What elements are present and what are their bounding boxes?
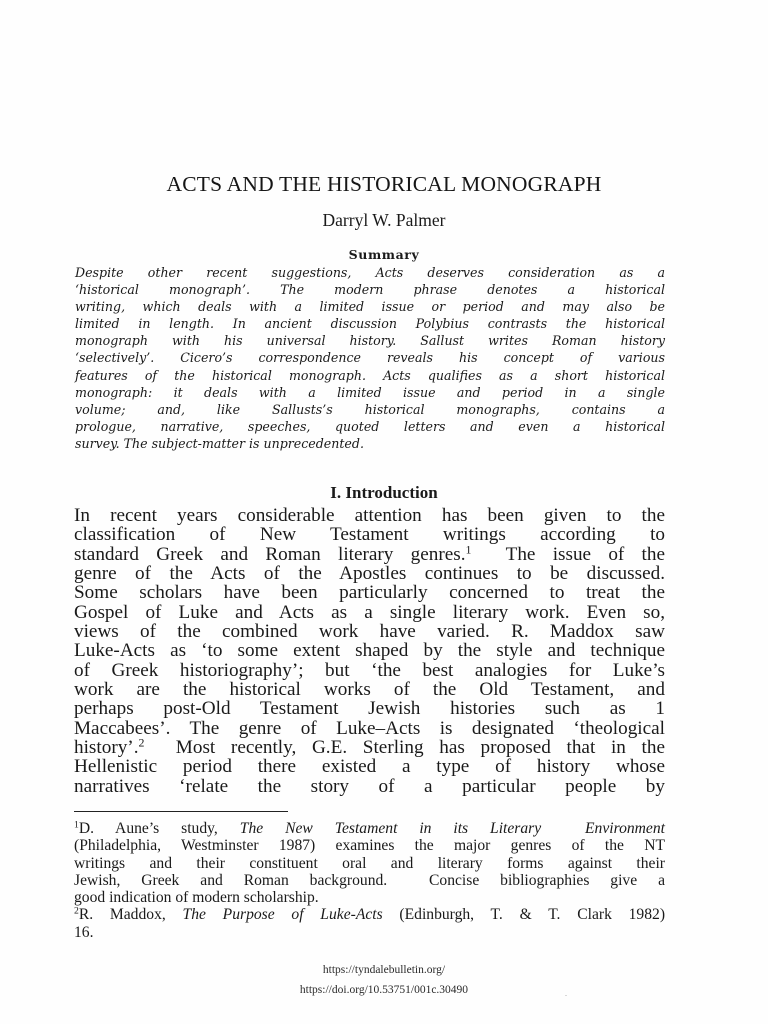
summary-line: survey. The subject-matter is unprecedented.	[75, 435, 364, 451]
footnote-line: (Philadelphia, Westminster 1987) examines the major genres of the NT	[74, 837, 665, 855]
summary-line: volume; and, like Sallusts’s historical monographs, contains a	[75, 401, 665, 417]
body-line	[74, 542, 665, 565]
journal-url-link[interactable]: https://tyndalebulletin.org/	[322, 964, 446, 976]
summary-line: prologue, narrative, speeches, quoted letters and even a historical	[75, 418, 665, 434]
summary-line: ‘historical monograph’. The modern phrase denotes a historical	[75, 282, 665, 298]
footnotes	[74, 820, 665, 941]
body-text-fragment: Most recently, G.E. Sterling has proposed that in the	[144, 737, 665, 759]
scan-speck	[565, 995, 567, 996]
summary-line: features of the historical monograph. Acts qualifies as a short historical	[75, 367, 665, 383]
section-heading-introduction: I. Introduction	[330, 483, 438, 502]
footnote-book-title: The New Testament in its Literary Environment	[239, 820, 665, 837]
doi-url-link[interactable]: https://doi.org/10.53751/001c.30490	[299, 984, 469, 996]
summary-line: Despite other recent suggestions, Acts deserves consideration as a	[75, 265, 665, 280]
body-line: views of the combined work have varied. R. Maddox saw	[74, 621, 665, 643]
body-line: perhaps post-Old Testament Jewish histories such as 1	[74, 698, 665, 720]
body-text-fragment: The issue of the	[471, 543, 665, 565]
body-line: Gospel of Luke and Acts as a single literary work. Even so,	[74, 601, 665, 623]
body-line: genre of the Acts of the Apostles continues to be discussed.	[74, 563, 665, 585]
footnote-line: Jewish, Greek and Roman background. Concise bibliographies give a	[74, 871, 665, 889]
summary-line: ‘selectively’. Cicero’s correspondence reveals his concept of various	[75, 350, 665, 366]
body-line: Some scholars have been particularly concerned to treat the	[74, 582, 665, 604]
footnote-text: R. Maddox,	[78, 906, 183, 924]
footnote-reference-2[interactable]: 2	[138, 735, 145, 750]
footnote-line: writings and their constituent oral and literary forms against their	[74, 854, 665, 872]
body-line: narratives ‘relate the story of a particular people by	[74, 775, 665, 797]
footnote-reference-1[interactable]: 1	[465, 542, 472, 557]
footnote-book-title: The Purpose of Luke-Acts	[182, 906, 383, 924]
body-line: Luke-Acts as ‘to some extent shaped by the style and technique	[74, 640, 665, 662]
summary-abstract	[75, 264, 665, 452]
footnote-text: (Edinburgh, T. & T. Clark 1982)	[382, 906, 666, 924]
body-line: of Greek historiography’; but ‘the best analogies for Luke’s	[74, 659, 665, 681]
summary-line: writing, which deals with a limited issue or period and may also be	[75, 299, 665, 315]
body-line: Hellenistic period there existed a type of history whose	[74, 756, 665, 778]
footnote-text: D. Aune’s study,	[78, 820, 240, 837]
footnote-1	[74, 820, 665, 837]
body-line: In recent years considerable attention has been given to the	[74, 505, 665, 526]
footnote-2	[74, 906, 665, 923]
footnote-line: good indication of modern scholarship.	[74, 889, 319, 907]
body-line: classification of New Testament writings according to	[74, 524, 665, 546]
summary-line: monograph with his universal history. Sallust writes Roman history	[75, 333, 665, 349]
article-author: Darryl W. Palmer	[322, 210, 446, 230]
body-line: work are the historical works of the Old Testament, and	[74, 679, 665, 701]
summary-heading: Summary	[348, 247, 420, 262]
footnote-marker: 1	[74, 819, 79, 831]
summary-line: monograph: it deals with a limited issue and period in a single	[75, 384, 665, 400]
footnote-marker: 2	[74, 906, 79, 918]
footnote-line: 16.	[74, 923, 94, 941]
body-line: Maccabees’. The genre of Luke–Acts is designated ‘theological	[74, 717, 665, 739]
body-text-fragment: standard Greek and Roman literary genres.	[74, 543, 466, 565]
body-text-fragment: history’.	[74, 737, 139, 759]
body-paragraph	[74, 506, 665, 796]
body-line	[74, 735, 665, 759]
footnote-divider	[74, 811, 288, 812]
summary-line: limited in length. In ancient discussion Polybius contrasts the historical	[75, 316, 665, 332]
article-title: ACTS AND THE HISTORICAL MONOGRAPH	[166, 172, 602, 196]
